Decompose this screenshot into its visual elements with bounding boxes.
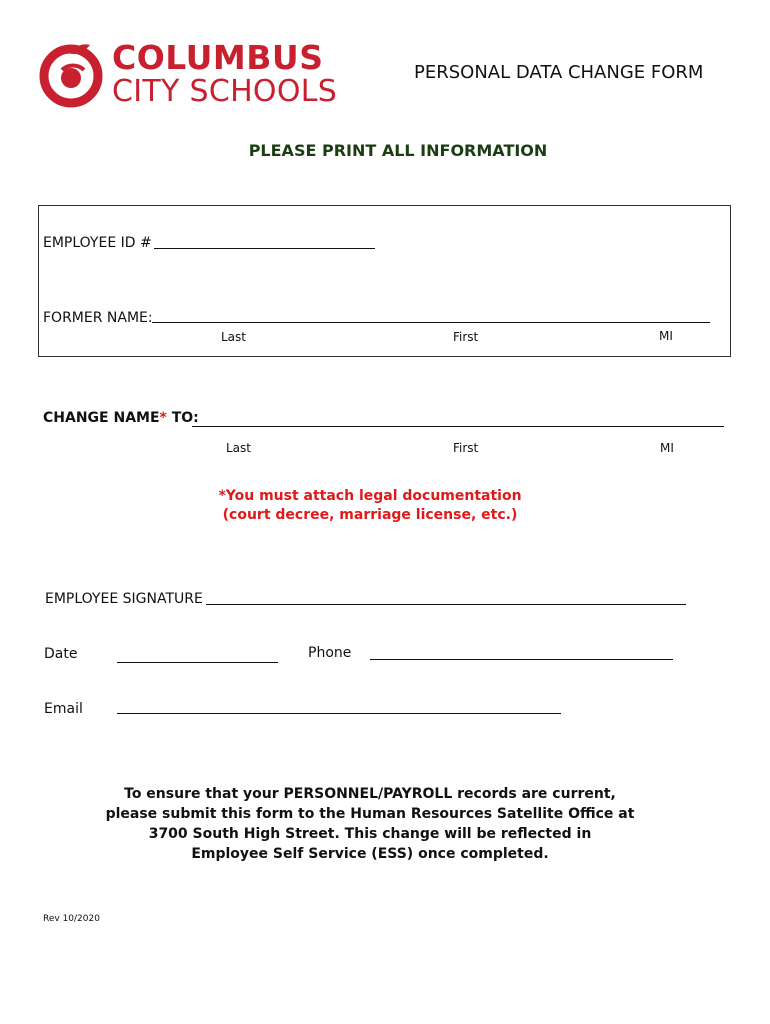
former-name-mi-caption: MI (659, 329, 673, 343)
change-name-mi-caption: MI (660, 441, 674, 455)
former-name-field[interactable] (152, 322, 710, 323)
signature-field[interactable] (206, 604, 686, 605)
date-label: Date (44, 646, 78, 662)
form-title: PERSONAL DATA CHANGE FORM (414, 62, 704, 83)
documentation-warning: *You must attach legal documentation (court decree, marriage license, etc.) (218, 488, 522, 523)
former-name-label: FORMER NAME: (43, 310, 153, 326)
former-name-last-caption: Last (221, 330, 246, 344)
date-field[interactable] (117, 662, 278, 663)
logo-wordmark-line2: CITY SCHOOLS (112, 74, 338, 109)
submission-instructions: To ensure that your PERSONNEL/PAYROLL records are current, please submit this form to the Human Resources Satellite Office at 3700 South High Street. This change will be reflected in Employee Self Service (ESS) once completed. (105, 786, 635, 862)
change-name-label: CHANGE NAME* TO: (43, 410, 199, 426)
employee-id-field[interactable] (154, 248, 375, 249)
signature-label: EMPLOYEE SIGNATURE (45, 591, 203, 607)
apple-logo-icon (38, 40, 104, 108)
email-field[interactable] (117, 713, 561, 714)
email-label: Email (44, 701, 83, 717)
employee-info-box (38, 205, 731, 357)
change-name-last-caption: Last (226, 441, 251, 455)
change-name-first-caption: First (453, 441, 479, 455)
required-asterisk: * (159, 410, 167, 426)
former-name-first-caption: First (453, 330, 479, 344)
phone-label: Phone (308, 645, 352, 661)
revision-date: Rev 10/2020 (43, 914, 100, 924)
phone-field[interactable] (370, 659, 673, 660)
change-name-field[interactable] (192, 426, 724, 427)
employee-id-label: EMPLOYEE ID # (43, 235, 152, 251)
print-notice: PLEASE PRINT ALL INFORMATION (248, 141, 548, 160)
logo-wordmark-line1: COLUMBUS (112, 38, 324, 77)
